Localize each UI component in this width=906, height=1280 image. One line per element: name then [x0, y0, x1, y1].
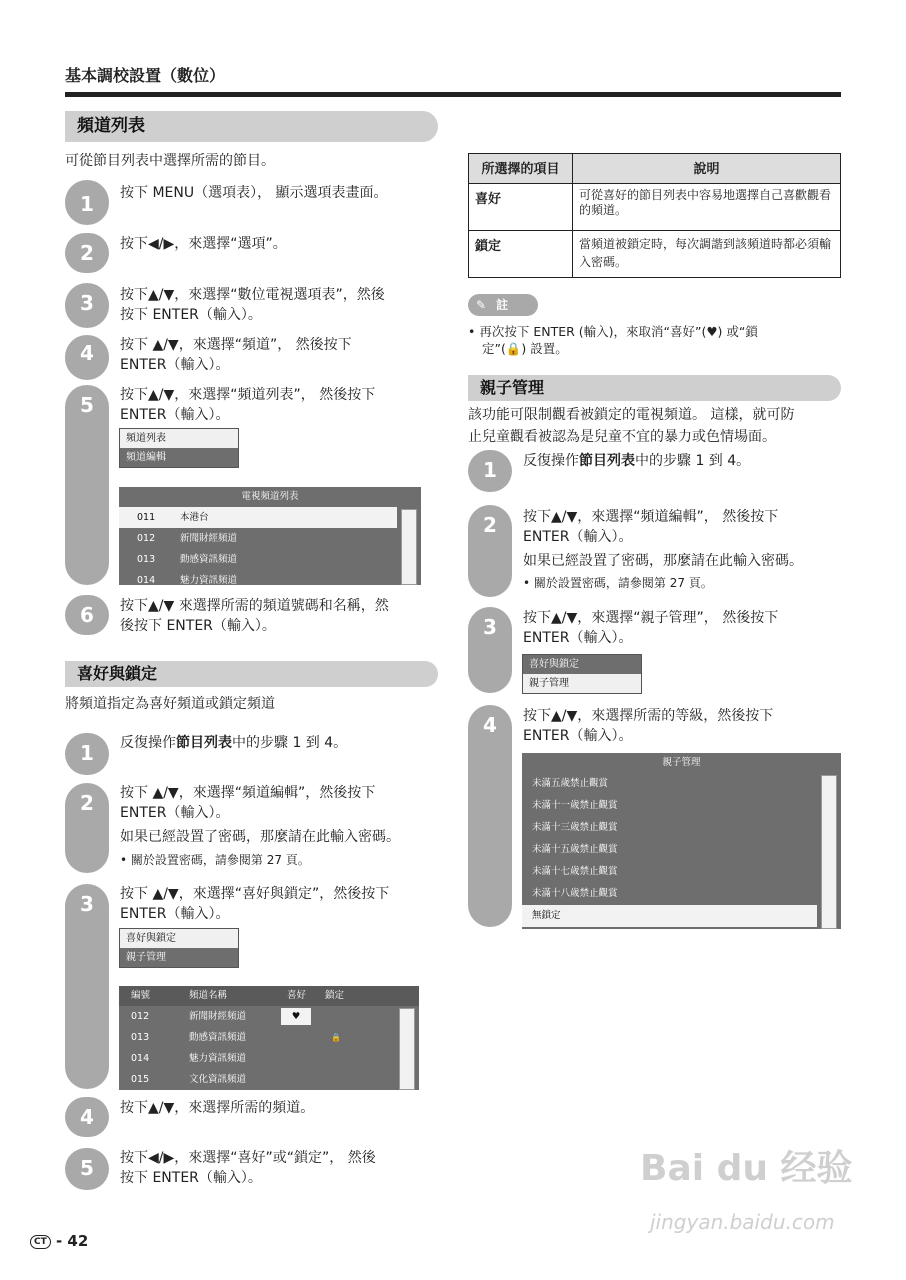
- section-heading-channel-list: 頻道列表: [65, 111, 438, 142]
- scrollbar[interactable]: [399, 1008, 415, 1090]
- note-badge: ✎ 註: [468, 294, 538, 316]
- page-number: CT - 42: [30, 1232, 88, 1250]
- fav-lock-menu: [119, 928, 239, 968]
- step-text: 按下▲/▼，來選擇“數位電視選項表”，然後 按下 ENTER（輸入）。: [120, 287, 385, 323]
- step-badge: 2: [65, 233, 109, 273]
- parental-steps: [468, 0, 848, 1280]
- table-header: 所選擇的項目: [469, 154, 573, 184]
- step-text: 按下▲/▼，來選擇“頻道編輯”， 然後按下 ENTER（輸入）。 如果已經設置了密碼，那麼請在此輸入密碼。: [523, 509, 803, 569]
- page-header-title: 基本調校設置（數位）: [65, 66, 226, 85]
- step-badge: 4: [65, 1097, 109, 1137]
- step-text: 按下 ▲/▼，來選擇“頻道編輯”，然後按下 ENTER（輸入）。 如果已經設置了密碼，那麼請在此輸入密碼。: [120, 785, 400, 845]
- list-item[interactable]: 未滿十五歲禁止觀賞: [532, 844, 618, 855]
- step-text: 按下▲/▼，來選擇所需的等級，然後按下 ENTER（輸入）。: [523, 708, 774, 744]
- table-row[interactable]: 014 魅力資訊頻道: [131, 1053, 247, 1064]
- menu-item[interactable]: 喜好與鎖定: [523, 655, 641, 674]
- watermark-url: jingyan.baidu.com: [650, 1210, 835, 1234]
- step-text: 按下▲/▼，來選擇“親子管理”， 然後按下 ENTER（輸入）。: [523, 610, 779, 646]
- lock-icon: 🔒: [331, 1033, 341, 1042]
- step-text: 反復操作節目列表中的步驟 1 到 4。: [523, 453, 751, 469]
- table-row[interactable]: 012 新聞財經頻道: [137, 533, 238, 544]
- list-item[interactable]: 未滿十三歲禁止觀賞: [532, 822, 618, 833]
- section-heading-fav-lock: 喜好與鎖定: [65, 661, 438, 687]
- step-text: 反復操作節目列表中的步驟 1 到 4。: [120, 735, 348, 751]
- bullet-note: • 關於設置密碼，請參閱第 27 頁。: [523, 576, 713, 590]
- step-badge: 1: [468, 450, 512, 492]
- step-badge: 3: [65, 884, 109, 1089]
- menu-item[interactable]: 頻道列表: [120, 429, 238, 448]
- parental-menu: [522, 654, 642, 694]
- list-item[interactable]: 未滿十七歲禁止觀賞: [532, 866, 618, 877]
- step-text: 按下▲/▼，來選擇所需的頻道。: [120, 1100, 315, 1116]
- step-badge: 3: [65, 283, 109, 328]
- channel-list-intro: 可從節目列表中選擇所需的節目。: [65, 153, 275, 169]
- step-text: 按下◀/▶，來選擇“喜好”或“鎖定”， 然後 按下 ENTER（輸入）。: [120, 1150, 376, 1186]
- note-text: • 再次按下 ENTER (輸入)，來取消“喜好”(♥) 或“鎖 定”(🔒) 設置。: [468, 324, 758, 356]
- menu-item[interactable]: 喜好與鎖定: [120, 929, 238, 948]
- table-row: 鎖定 當頻道被鎖定時，每次調諧到該頻道時都必須輸入密碼。: [469, 231, 841, 278]
- step-badge: 4: [65, 335, 109, 380]
- table-header: 編號 頻道名稱 喜好 鎖定: [119, 986, 419, 1006]
- step-text: 按下 ▲/▼，來選擇“喜好與鎖定”，然後按下 ENTER（輸入）。: [120, 886, 390, 922]
- table-header: 說明: [573, 154, 841, 184]
- favorite-heart-icon[interactable]: ♥: [281, 1008, 311, 1025]
- table-row: 喜好 可從喜好的節目列表中容易地選擇自己喜歡觀看的頻道。: [469, 184, 841, 231]
- table-row[interactable]: 014 魅力資訊頻道: [137, 575, 238, 585]
- step-text: 按下▲/▼ 來選擇所需的頻道號碼和名稱，然 後按下 ENTER（輸入）。: [120, 598, 389, 634]
- table-row[interactable]: 012 新聞財經頻道 ♥: [119, 1006, 419, 1027]
- table-row[interactable]: 011 本港台: [119, 507, 397, 528]
- tv-list-title: 電視頻道列表: [241, 491, 299, 502]
- step-badge: 5: [65, 385, 109, 585]
- step-badge: 1: [65, 180, 109, 225]
- step-badge: 2: [468, 505, 512, 597]
- menu-item[interactable]: 頻道編輯: [120, 448, 238, 467]
- menu-item[interactable]: 親子管理: [120, 948, 238, 967]
- watermark-logo: Bai du 经验: [640, 1148, 853, 1189]
- list-item[interactable]: 未滿十一歲禁止觀賞: [532, 800, 618, 811]
- region-badge: CT: [30, 1235, 51, 1249]
- step-text: 按下◀/▶，來選擇“選項”。: [120, 236, 287, 252]
- step-badge: 2: [65, 783, 109, 873]
- step-badge: 4: [468, 705, 512, 927]
- scrollbar[interactable]: [821, 775, 837, 929]
- fav-lock-table: [119, 986, 419, 1090]
- table-row[interactable]: 013 動感資訊頻道 🔒: [119, 1027, 419, 1048]
- step-badge: 1: [65, 733, 109, 775]
- step-badge: 6: [65, 595, 109, 635]
- parental-rating-list: [522, 753, 841, 929]
- table-row[interactable]: 013 動感資訊頻道: [137, 554, 238, 565]
- step-text: 按下 MENU（選項表）， 顯示選項表畫面。: [120, 185, 388, 201]
- list-item[interactable]: 未滿十八歲禁止觀賞: [532, 888, 618, 899]
- step-text: 按下▲/▼，來選擇“頻道列表”， 然後按下 ENTER（輸入）。: [120, 387, 376, 423]
- bullet-note: • 關於設置密碼，請參閱第 27 頁。: [120, 853, 310, 867]
- step-badge: 5: [65, 1148, 109, 1190]
- step-text: 按下 ▲/▼，來選擇“頻道”， 然後按下 ENTER（輸入）。: [120, 337, 352, 373]
- list-item[interactable]: 無鎖定: [522, 905, 817, 927]
- step-badge: 3: [468, 607, 512, 693]
- list-item[interactable]: 未滿五歲禁止觀賞: [532, 778, 609, 789]
- table-row[interactable]: 015 文化資訊頻道: [131, 1074, 247, 1085]
- section-heading-parental: 親子管理: [468, 375, 841, 401]
- fav-lock-intro: 將頻道指定為喜好頻道或鎖定頻道: [65, 696, 275, 712]
- menu-item[interactable]: 親子管理: [523, 674, 641, 693]
- rating-list-title: 親子管理: [662, 757, 701, 768]
- pencil-icon: ✎: [476, 298, 487, 312]
- parental-intro: 該功能可限制觀看被鎖定的電視頻道。 這樣，就可防 止兒童觀看被認為是兒童不宜的暴力或色情場面。: [468, 407, 795, 445]
